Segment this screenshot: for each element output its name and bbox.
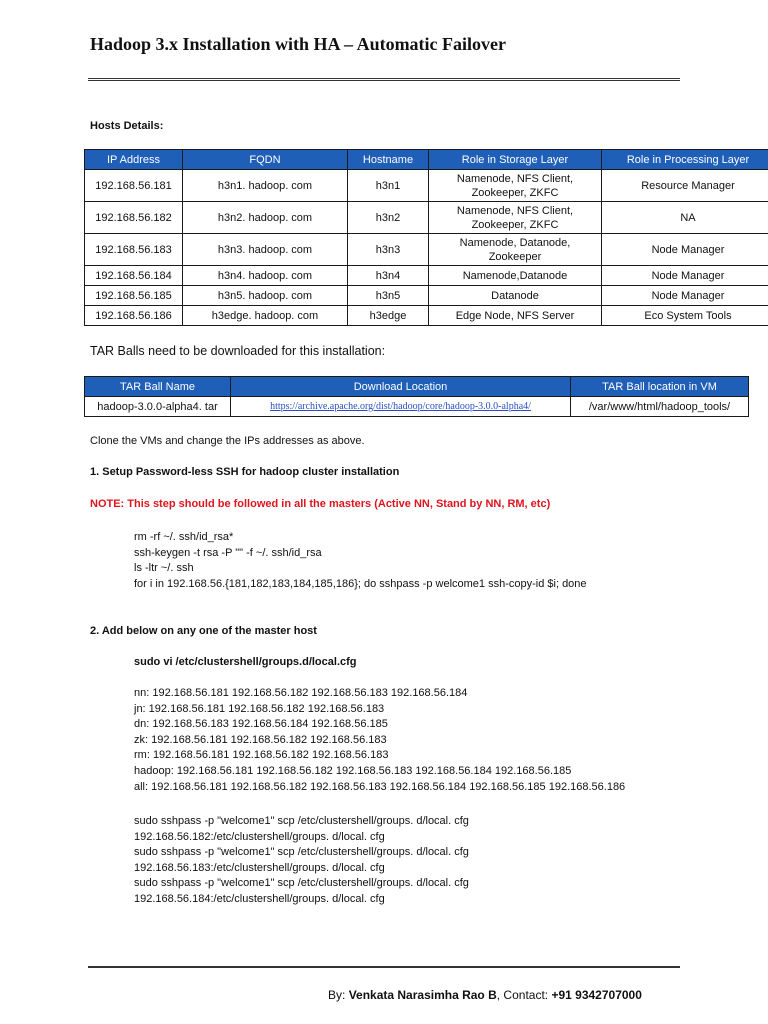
storage-role-line: Namenode, NFS Client,: [456, 172, 574, 185]
scp-line: sudo sshpass -p "welcome1" scp /etc/clustershell/groups. d/local. cfg: [134, 815, 469, 827]
footer: [328, 988, 642, 1002]
hosts-table: [84, 149, 768, 326]
fqdn-cell: h3edge. hadoop. com: [183, 306, 348, 326]
download-link[interactable]: https://archive.apache.org/dist/hadoop/core/hadoop-3.0.0-alpha4/: [270, 401, 531, 412]
storage-role-line: Zookeeper, ZKFC: [471, 186, 559, 199]
table-row: [85, 397, 749, 417]
ip-cell: 192.168.56.184: [85, 266, 183, 286]
processing-role-cell: Node Manager: [602, 234, 768, 266]
group-line: rm: 192.168.56.181 192.168.56.182 192.168.56.183: [134, 749, 389, 762]
tar-name-cell: hadoop-3.0.0-alpha4. tar: [85, 397, 231, 417]
hostname-cell: h3edge: [348, 306, 429, 326]
command-line: ls -ltr ~/. ssh: [134, 562, 194, 575]
group-line: all: 192.168.56.181 192.168.56.182 192.168.56.183 192.168.56.184 192.168.56.185 192.168.56.186: [134, 780, 626, 793]
scp-line: sudo sshpass -p "welcome1" scp /etc/clustershell/groups. d/local. cfg: [134, 846, 469, 859]
tar-table: [84, 376, 749, 417]
hosts-heading: Hosts Details:: [90, 120, 164, 132]
ip-cell: 192.168.56.182: [85, 202, 183, 234]
tar-table-header: [85, 377, 749, 397]
document-title: Hadoop 3.x Installation with HA – Automatic Failover: [90, 34, 507, 54]
hostname-cell: h3n3: [348, 234, 429, 266]
ip-cell: 192.168.56.186: [85, 306, 183, 326]
command-line: rm -rf ~/. ssh/id_rsa*: [134, 531, 234, 543]
fqdn-cell: h3n4. hadoop. com: [183, 266, 348, 286]
table-row: [85, 170, 768, 202]
header-fqdn: FQDN: [183, 150, 348, 170]
storage-role-line: Zookeeper, ZKFC: [471, 218, 559, 231]
scp-line: 192.168.56.182:/etc/clustershell/groups. d/local. cfg: [134, 830, 385, 843]
fqdn-cell: h3n5. hadoop. com: [183, 286, 348, 306]
ip-cell: 192.168.56.181: [85, 170, 183, 202]
storage-role-line: Zookeeper: [488, 250, 542, 263]
step1-heading: 1. Setup Password-less SSH for hadoop cluster installation: [90, 466, 400, 478]
footer-divider: [88, 966, 680, 968]
processing-role-cell: Node Manager: [602, 286, 768, 306]
hostname-cell: h3n4: [348, 266, 429, 286]
storage-role-cell: Namenode,Datanode: [429, 266, 602, 286]
group-definitions: [134, 686, 625, 795]
header-processing-role: Role in Processing Layer: [602, 150, 768, 170]
group-line: nn: 192.168.56.181 192.168.56.182 192.168.56.183 192.168.56.184: [134, 687, 468, 699]
note-text: NOTE: This step should be followed in all the masters (Active NN, Stand by NN, RM, etc): [90, 498, 551, 510]
fqdn-cell: h3n2. hadoop. com: [183, 202, 348, 234]
header-download-location: Download Location: [231, 377, 571, 397]
processing-role-cell: Node Manager: [602, 266, 768, 286]
scp-line: 192.168.56.183:/etc/clustershell/groups. d/local. cfg: [134, 861, 385, 874]
scp-line: sudo sshpass -p "welcome1" scp /etc/clustershell/groups. d/local. cfg: [134, 877, 469, 890]
storage-role-cell: [429, 202, 602, 234]
storage-role-cell: [429, 234, 602, 266]
scp-commands: [134, 814, 469, 908]
title-divider: [88, 78, 680, 81]
group-line: dn: 192.168.56.183 192.168.56.184 192.168.56.185: [134, 718, 388, 731]
fqdn-cell: h3n1. hadoop. com: [183, 170, 348, 202]
vm-location-cell: /var/www/html/hadoop_tools/: [571, 397, 749, 417]
ip-cell: 192.168.56.183: [85, 234, 183, 266]
command-line: for i in 192.168.56.{181,182,183,184,185,186}; do sshpass -p welcome1 ssh-copy-id $i; done: [134, 577, 587, 590]
step2-heading: 2. Add below on any one of the master host: [90, 625, 317, 637]
processing-role-cell: Resource Manager: [602, 170, 768, 202]
table-row: [85, 306, 768, 326]
storage-role-line: Namenode, NFS Client,: [456, 204, 574, 217]
hostname-cell: h3n1: [348, 170, 429, 202]
table-row: [85, 286, 768, 306]
header-hostname: Hostname: [348, 150, 429, 170]
storage-role-cell: Edge Node, NFS Server: [429, 306, 602, 326]
header-storage-role: Role in Storage Layer: [429, 150, 602, 170]
edit-config-command: sudo vi /etc/clustershell/groups.d/local.cfg: [134, 656, 357, 668]
download-location-cell: [231, 397, 571, 417]
footer-phone: +91 9342707000: [551, 988, 642, 1002]
header-ip-address: IP Address: [85, 150, 183, 170]
hostname-cell: h3n5: [348, 286, 429, 306]
fqdn-cell: h3n3. hadoop. com: [183, 234, 348, 266]
table-row: [85, 266, 768, 286]
storage-role-cell: Datanode: [429, 286, 602, 306]
header-tar-name: TAR Ball Name: [85, 377, 231, 397]
command-line: ssh-keygen -t rsa -P "" -f ~/. ssh/id_rsa: [134, 546, 322, 559]
footer-by-label: By:: [328, 988, 346, 1002]
group-line: hadoop: 192.168.56.181 192.168.56.182 192.168.56.183 192.168.56.184 192.168.56.185: [134, 764, 572, 777]
processing-role-cell: Eco System Tools: [602, 306, 768, 326]
ssh-commands: [134, 530, 587, 592]
tar-heading: TAR Balls need to be downloaded for this installation:: [90, 344, 386, 358]
table-row: [85, 202, 768, 234]
storage-role-line: Namenode, Datanode,: [459, 236, 571, 249]
clone-instruction: Clone the VMs and change the IPs addresses as above.: [90, 435, 365, 447]
hosts-table-header: [85, 150, 768, 170]
header-vm-location: TAR Ball location in VM: [571, 377, 749, 397]
storage-role-cell: [429, 170, 602, 202]
hostname-cell: h3n2: [348, 202, 429, 234]
group-line: zk: 192.168.56.181 192.168.56.182 192.168.56.183: [134, 733, 387, 746]
footer-author: Venkata Narasimha Rao B: [348, 988, 497, 1002]
ip-cell: 192.168.56.185: [85, 286, 183, 306]
scp-line: 192.168.56.184:/etc/clustershell/groups. d/local. cfg: [134, 892, 385, 905]
processing-role-cell: NA: [602, 202, 768, 234]
group-line: jn: 192.168.56.181 192.168.56.182 192.168.56.183: [134, 702, 385, 715]
footer-contact-label: , Contact:: [496, 988, 549, 1002]
table-row: [85, 234, 768, 266]
